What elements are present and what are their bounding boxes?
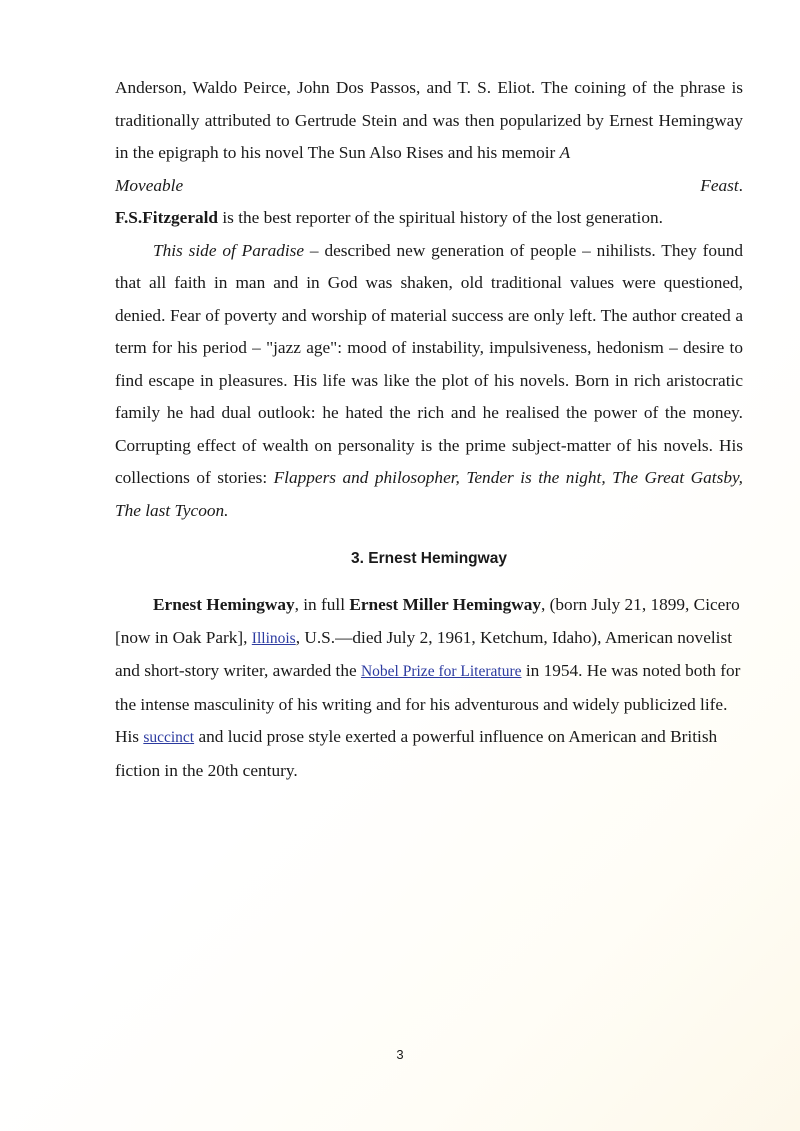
book-title-a: A (559, 143, 571, 162)
paragraph-hemingway (115, 589, 743, 787)
book-title-feast: Feast (700, 175, 739, 195)
book-title-paradise: This side of Paradise (153, 240, 305, 260)
paragraph-fitzgerald (115, 202, 743, 235)
paragraph-paradise (115, 235, 743, 528)
page-number: 3 (396, 1047, 404, 1062)
page-content (115, 72, 743, 787)
paragraph-text: – described new generation of people – nihilists. They found that all faith in man and in God was shaken, old traditional values were questioned, denied. Fear of poverty and worship of material success are only left. The author created a term for his period – "jazz age": mood of instability, impulsiveness, hedonism – desire to find escape in pleasures. His life was like the plot of his novels. Born in rich aristocratic family he had dual outlook: he hated the rich and he realised the power of the money. Corrupting effect of wealth on personality is the prime subject-matter of his novels. His collections of stories: (115, 240, 743, 487)
paragraph-text: Anderson, Waldo Peirce, John Dos Passos, and T. S. Eliot. The coining of the phrase is traditionally attributed to Gertrude Stein and was then popularized by Ernest Hemingway in the epigraph to his novel The Sun Also Rises and his memoir (115, 78, 743, 162)
paragraph-text: , (born July 21, 1899, Cicero [now in Oak Park], (115, 595, 740, 647)
paragraph-text: in 1954. He was noted both for the intense masculinity of his writing and for his adventurous and widely publicized life. His (115, 661, 741, 746)
paragraph-text: , in full (294, 595, 350, 614)
author-name: Ernest Hemingway (153, 595, 295, 614)
paragraph-lost-generation (115, 72, 743, 170)
succinct-link[interactable]: succinct (143, 729, 195, 746)
works-list: Flappers and philosopher, Tender is the night, The Great Gatsby, The last Tycoon. (115, 468, 744, 520)
feast-end (700, 170, 743, 203)
paragraph-text: , U.S.—died July 2, 1961, Ketchum, Idaho), American novelist and short-story writer, awarded the (115, 627, 733, 680)
nobel-prize-link[interactable]: Nobel Prize for Literature (360, 663, 522, 680)
illinois-link[interactable]: Illinois (251, 629, 296, 647)
paragraph-text: and lucid prose style exerted a powerful influence on American and British fiction in the 20th century. (115, 727, 718, 780)
section-heading: 3. Ernest Hemingway (351, 550, 507, 567)
moveable-feast-line (115, 170, 743, 203)
author-full-name: Ernest Miller Hemingway (349, 595, 542, 614)
paragraph-text: is the best reporter of the spiritual history of the lost generation. (218, 208, 663, 227)
book-title-moveable: Moveable (115, 175, 184, 195)
period: . (738, 175, 743, 195)
author-name: F.S.Fitzgerald (115, 208, 219, 227)
